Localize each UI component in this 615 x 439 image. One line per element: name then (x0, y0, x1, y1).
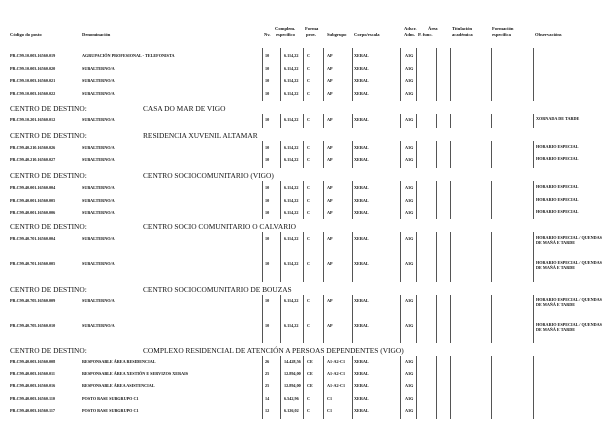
cell-nv: 10 (265, 185, 270, 190)
cell-sg: A1-A2-C1 (327, 359, 346, 364)
cell-nv: 10 (265, 298, 270, 303)
cell-code: PR.C99.10.003.16560.022 (10, 91, 56, 96)
cell-ce: XERAL (354, 157, 369, 162)
section-name: CENTRO SOCIO COMUNITARIO O CALVARIO (143, 222, 296, 231)
cell-code: PR.C99.40.705.16560.009 (10, 298, 56, 303)
cell-fp: C (307, 261, 311, 266)
cell-cx: 6.114,22 (284, 261, 299, 266)
table-row (0, 76, 615, 85)
cell-den: SUBALTERNO/A (82, 198, 115, 203)
cell-sg: AP (327, 236, 333, 241)
cell-den: SUBALTERNO/A (82, 298, 115, 303)
cell-fp: CE (307, 383, 313, 388)
cell-den: POSTO BASE SUBGRUPO C1 (82, 408, 139, 413)
cell-ce: XERAL (354, 66, 369, 71)
cell-code: PR.C99.40.001.16560.004 (10, 185, 56, 190)
cell-sg: AP (327, 117, 333, 122)
cell-adm: A3G (405, 298, 414, 303)
header-complem: Complem. (275, 26, 296, 31)
cell-ce: XERAL (354, 298, 369, 303)
section-name: CASA DO MAR DE VIGO (143, 104, 226, 113)
section-name: CENTRO SOCIOCOMUNITARIO DE BOUZAS (143, 285, 292, 294)
cell-nv: 25 (265, 371, 270, 376)
cell-den: POSTO BASE SUBGRUPO C1 (82, 396, 139, 401)
cell-sg: C1 (327, 396, 333, 401)
table-row (0, 296, 615, 305)
table-row (0, 196, 615, 205)
cell-nv: 10 (265, 210, 270, 215)
table-row (0, 115, 615, 124)
header-adscr: Adscr. (404, 26, 417, 31)
cell-cx: 6.114,22 (284, 117, 299, 122)
cell-code: PR.C99.10.003.16560.019 (10, 53, 56, 58)
cell-ce: XERAL (354, 383, 369, 388)
cell-ce: XERAL (354, 323, 369, 328)
cell-sg: AP (327, 145, 333, 150)
cell-adm: A3G (405, 78, 414, 83)
cell-code: PR.C99.40.003.16560.117 (10, 408, 56, 413)
cell-code: PR.C99.10.003.16560.021 (10, 78, 56, 83)
cell-obs: HORARIO ESPECIAL (536, 197, 579, 202)
cell-adm: A3G (405, 66, 414, 71)
cell-adm: A3G (405, 185, 414, 190)
cell-nv: 25 (265, 383, 270, 388)
cell-nv: 10 (265, 236, 270, 241)
cell-adm: A3G (405, 53, 414, 58)
cell-code: PR.C99.40.701.16560.004 (10, 236, 56, 241)
cell-nv: 14 (265, 396, 270, 401)
cell-sg: AP (327, 157, 333, 162)
header-forma: Forma (305, 26, 319, 31)
cell-fp: C (307, 396, 311, 401)
cell-adm: A3G (405, 145, 414, 150)
header-denominacion: Denominación (82, 32, 111, 37)
header-especifica: específica (492, 32, 511, 37)
cell-den: SUBALTERNO/A (82, 210, 115, 215)
cell-sg: AP (327, 66, 333, 71)
cell-adm: A3G (405, 359, 414, 364)
header-codigo: Código do posto (10, 32, 42, 37)
cell-obs: HORARIO ESPECIAL / QUENDAS DE MAÑÁ E TARDE (536, 322, 602, 332)
cell-sg: AP (327, 298, 333, 303)
table-row (0, 321, 615, 330)
table-row (0, 259, 615, 268)
cell-fp: CE (307, 371, 313, 376)
cell-cx: 6.114,22 (284, 236, 299, 241)
cell-cx: 6.126,02 (284, 408, 299, 413)
cell-den: RESPONSABLE ÁREA ASISTENCIAL (82, 383, 155, 388)
section-label: CENTRO DE DESTINO: (10, 285, 87, 294)
table-row (0, 64, 615, 73)
table-row (0, 234, 615, 243)
cell-sg: A1-A2-C1 (327, 371, 346, 376)
cell-nv: 10 (265, 261, 270, 266)
cell-nv: 10 (265, 66, 270, 71)
cell-code: PR.C99.40.210.16560.026 (10, 145, 56, 150)
cell-nv: 10 (265, 198, 270, 203)
cell-adm: A3G (405, 198, 414, 203)
cell-nv: 10 (265, 145, 270, 150)
header-especifico: específico (276, 32, 295, 37)
cell-den: RESPONSABLE ÁREA XESTIÓN E SERVIZOS XERAIS (82, 371, 189, 376)
cell-ce: XERAL (354, 236, 369, 241)
cell-ce: XERAL (354, 145, 369, 150)
cell-ce: XERAL (354, 198, 369, 203)
cell-cx: 6.114,22 (284, 91, 299, 96)
section-label: CENTRO DE DESTINO: (10, 171, 87, 180)
cell-ce: XERAL (354, 53, 369, 58)
cell-cx: 6.114,22 (284, 323, 299, 328)
cell-obs: HORARIO ESPECIAL (536, 209, 579, 214)
table-row (0, 381, 615, 390)
cell-fp: C (307, 236, 311, 241)
cell-den: SUBALTERNO/A (82, 236, 115, 241)
cell-den: RESPONSABLE ÁREA RESIDENCIAL (82, 359, 156, 364)
cell-fp: C (307, 117, 311, 122)
cell-nv: 10 (265, 53, 270, 58)
cell-sg: C1 (327, 408, 333, 413)
cell-den: SUBALTERNO/A (82, 323, 115, 328)
section-name: COMPLEXO RESIDENCIAL DE ATENCIÓN A PERSOAS DEPENDENTES (VIGO) (143, 346, 404, 355)
cell-den: SUBALTERNO/A (82, 91, 115, 96)
cell-cx: 6.114,22 (284, 198, 299, 203)
table-row (0, 394, 615, 403)
section-label: CENTRO DE DESTINO: (10, 131, 87, 140)
cell-cx: 6.114,22 (284, 210, 299, 215)
cell-adm: A3G (405, 117, 414, 122)
header-nv: Nv. (264, 32, 271, 37)
cell-code: PR.C99.40.003.16560.008 (10, 359, 56, 364)
cell-ce: XERAL (354, 185, 369, 190)
cell-sg: AP (327, 185, 333, 190)
section-name: CENTRO SOCIOCOMUNITARIO (VIGO) (143, 171, 274, 180)
cell-obs: HORARIO ESPECIAL / QUENDAS DE MAÑÁ E TARDE (536, 297, 602, 307)
cell-nv: 12 (265, 408, 270, 413)
cell-ce: XERAL (354, 261, 369, 266)
cell-cx: 6.114,22 (284, 157, 299, 162)
cell-fp: C (307, 408, 311, 413)
cell-sg: AP (327, 210, 333, 215)
cell-sg: AP (327, 198, 333, 203)
header-prov: prov. (306, 32, 316, 37)
cell-cx: 6.114,22 (284, 53, 299, 58)
header-adm: Adm. (404, 32, 415, 37)
cell-cx: 14.428,56 (284, 359, 301, 364)
cell-nv: 10 (265, 117, 270, 122)
cell-adm: A3G (405, 157, 414, 162)
cell-cx: 12.894,00 (284, 371, 301, 376)
cell-obs: HORARIO ESPECIAL (536, 184, 579, 189)
cell-adm: A3G (405, 383, 414, 388)
cell-sg: AP (327, 78, 333, 83)
table-row (0, 183, 615, 192)
cell-cx: 6.114,22 (284, 298, 299, 303)
cell-cx: 6.114,22 (284, 185, 299, 190)
cell-obs: HORARIO ESPECIAL (536, 144, 579, 149)
header-observacions: Observacións (535, 32, 562, 37)
cell-fp: C (307, 53, 311, 58)
cell-fp: C (307, 66, 311, 71)
header-area: Área (428, 26, 438, 31)
cell-adm: A3G (405, 91, 414, 96)
cell-cx: 12.894,00 (284, 383, 301, 388)
cell-code: PR.C99.10.201.16560.012 (10, 117, 56, 122)
header-academica: académica (452, 32, 473, 37)
header-titulacion: Titulación (452, 26, 473, 31)
cell-fp: C (307, 157, 311, 162)
cell-code: PR.C99.40.001.16560.005 (10, 198, 56, 203)
cell-ce: XERAL (354, 408, 369, 413)
cell-fp: C (307, 323, 311, 328)
table-row (0, 155, 615, 164)
table-row (0, 208, 615, 217)
cell-obs: HORARIO ESPECIAL / QUENDAS DE MAÑÁ E TARDE (536, 260, 602, 270)
cell-sg: AP (327, 53, 333, 58)
table-row (0, 357, 615, 366)
cell-ce: XERAL (354, 359, 369, 364)
cell-nv: 26 (265, 359, 270, 364)
cell-sg: AP (327, 323, 333, 328)
header-subgrupo: Subgrupo (327, 32, 347, 37)
cell-adm: A3G (405, 236, 414, 241)
cell-code: PR.C99.40.003.16560.110 (10, 396, 56, 401)
cell-den: SUBALTERNO/A (82, 157, 115, 162)
cell-adm: A3G (405, 210, 414, 215)
cell-fp: C (307, 185, 311, 190)
cell-obs: HORARIO ESPECIAL / QUENDAS DE MAÑÁ E TARDE (536, 235, 602, 245)
cell-ce: XERAL (354, 91, 369, 96)
cell-den: SUBALTERNO/A (82, 66, 115, 71)
cell-obs: HORARIO ESPECIAL (536, 156, 579, 161)
cell-ce: XERAL (354, 371, 369, 376)
cell-obs: XORNADA DE TARDE (536, 116, 580, 121)
cell-adm: A3G (405, 408, 414, 413)
cell-fp: C (307, 198, 311, 203)
section-label: CENTRO DE DESTINO: (10, 346, 87, 355)
cell-nv: 10 (265, 157, 270, 162)
cell-sg: AP (327, 91, 333, 96)
cell-adm: A3G (405, 371, 414, 376)
table-row (0, 51, 615, 60)
cell-den: SUBALTERNO/A (82, 145, 115, 150)
cell-code: PR.C99.40.001.16560.006 (10, 210, 56, 215)
header-formacion: Formación (492, 26, 514, 31)
header-corpo: Corpo/escala (354, 32, 380, 37)
cell-fp: C (307, 91, 311, 96)
cell-adm: A3G (405, 261, 414, 266)
cell-adm: A3G (405, 323, 414, 328)
cell-cx: 6.114,22 (284, 145, 299, 150)
cell-den: SUBALTERNO/A (82, 185, 115, 190)
cell-den: SUBALTERNO/A (82, 261, 115, 266)
cell-code: PR.C99.40.003.16560.011 (10, 371, 56, 376)
cell-fp: C (307, 210, 311, 215)
cell-code: PR.C99.40.003.16560.016 (10, 383, 56, 388)
cell-code: PR.C99.10.003.16560.020 (10, 66, 56, 71)
section-name: RESIDENCIA XUVENIL ALTAMAR (143, 131, 258, 140)
cell-den: SUBALTERNO/A (82, 117, 115, 122)
cell-ce: XERAL (354, 117, 369, 122)
cell-sg: AP (327, 261, 333, 266)
cell-ce: XERAL (354, 78, 369, 83)
cell-adm: A3G (405, 396, 414, 401)
cell-ce: XERAL (354, 396, 369, 401)
cell-cx: 6.114,22 (284, 66, 299, 71)
section-label: CENTRO DE DESTINO: (10, 222, 87, 231)
table-row (0, 89, 615, 98)
cell-sg: A1-A2-C1 (327, 383, 346, 388)
cell-den: SUBALTERNO/A (82, 78, 115, 83)
cell-fp: CE (307, 359, 313, 364)
table-row (0, 406, 615, 415)
section-label: CENTRO DE DESTINO: (10, 104, 87, 113)
cell-fp: C (307, 145, 311, 150)
cell-fp: C (307, 78, 311, 83)
cell-cx: 6.114,22 (284, 78, 299, 83)
table-row (0, 143, 615, 152)
cell-nv: 10 (265, 323, 270, 328)
cell-cx: 6.542,96 (284, 396, 299, 401)
cell-nv: 10 (265, 78, 270, 83)
cell-code: PR.C99.40.210.16560.027 (10, 157, 56, 162)
cell-den: AGRUPACIÓN PROFESIONAL - TELEFONISTA (82, 53, 175, 58)
header-pfunc: P. func. (418, 32, 433, 37)
cell-nv: 10 (265, 91, 270, 96)
cell-code: PR.C99.40.701.16560.005 (10, 261, 56, 266)
cell-code: PR.C99.40.705.16560.010 (10, 323, 56, 328)
table-row (0, 369, 615, 378)
cell-fp: C (307, 298, 311, 303)
cell-ce: XERAL (354, 210, 369, 215)
